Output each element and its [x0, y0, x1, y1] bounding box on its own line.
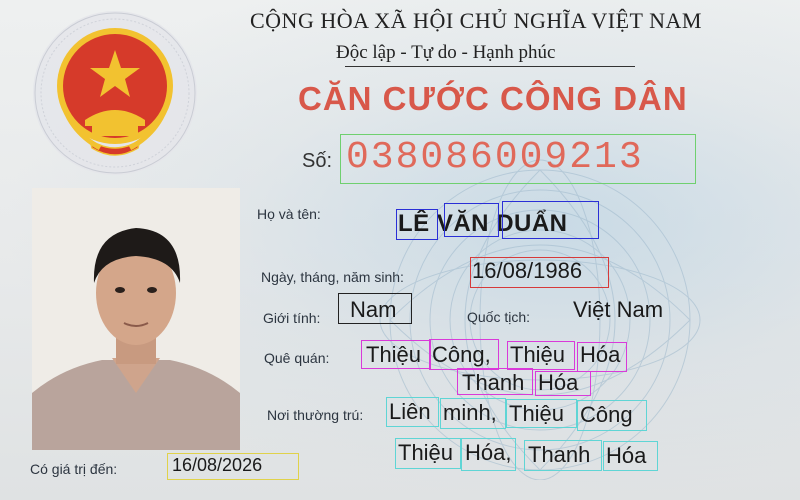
nationality-label: Quốc tịch:	[467, 309, 531, 325]
expiry-value: 16/08/2026	[172, 455, 263, 475]
nationality-value: Việt Nam	[573, 297, 664, 322]
id-number: 038086009213	[346, 136, 644, 179]
motto: Độc lập - Tự do - Hạnh phúc	[336, 42, 556, 63]
hometown-word-6: Hóa	[538, 370, 579, 395]
hometown-word-3: Thiệu	[510, 342, 566, 367]
motto-underline	[345, 66, 635, 67]
name-word-3: DUẨN	[496, 210, 568, 237]
residence-word-1: Liên	[389, 399, 431, 424]
residence-word-4: Công	[580, 402, 633, 427]
sex-label: Giới tính:	[263, 310, 321, 326]
residence-word-6: Hóa,	[465, 440, 512, 465]
residence-word-2: minh,	[443, 400, 497, 425]
residence-word-3: Thiệu	[509, 401, 565, 426]
hometown-word-2: Công,	[432, 342, 491, 367]
hometown-label: Quê quán:	[264, 350, 330, 366]
expiry-label: Có giá trị đến:	[30, 461, 118, 477]
dob-value: 16/08/1986	[472, 258, 583, 283]
sex-value: Nam	[350, 297, 397, 322]
name-value	[398, 210, 568, 238]
card-title: CĂN CƯỚC CÔNG DÂN	[298, 80, 688, 117]
name-label: Họ và tên:	[257, 206, 321, 222]
hometown-word-1: Thiệu	[366, 342, 422, 367]
name-word-2: VĂN	[436, 210, 490, 237]
hometown-word-5: Thanh	[462, 370, 525, 395]
national-emblem-icon	[30, 8, 200, 178]
id-number-label: Số:	[302, 150, 333, 172]
residence-word-8: Hóa	[606, 443, 647, 468]
country-line: CỘNG HÒA XÃ HỘI CHỦ NGHĨA VIỆT NAM	[250, 8, 702, 33]
name-word-1: LÊ	[398, 210, 430, 237]
residence-word-5: Thiệu	[398, 440, 454, 465]
dob-label: Ngày, tháng, năm sinh:	[261, 269, 404, 285]
residence-word-7: Thanh	[528, 442, 591, 467]
hometown-word-4: Hóa	[580, 342, 621, 367]
portrait-photo	[32, 188, 240, 450]
residence-label: Nơi thường trú:	[267, 407, 364, 423]
